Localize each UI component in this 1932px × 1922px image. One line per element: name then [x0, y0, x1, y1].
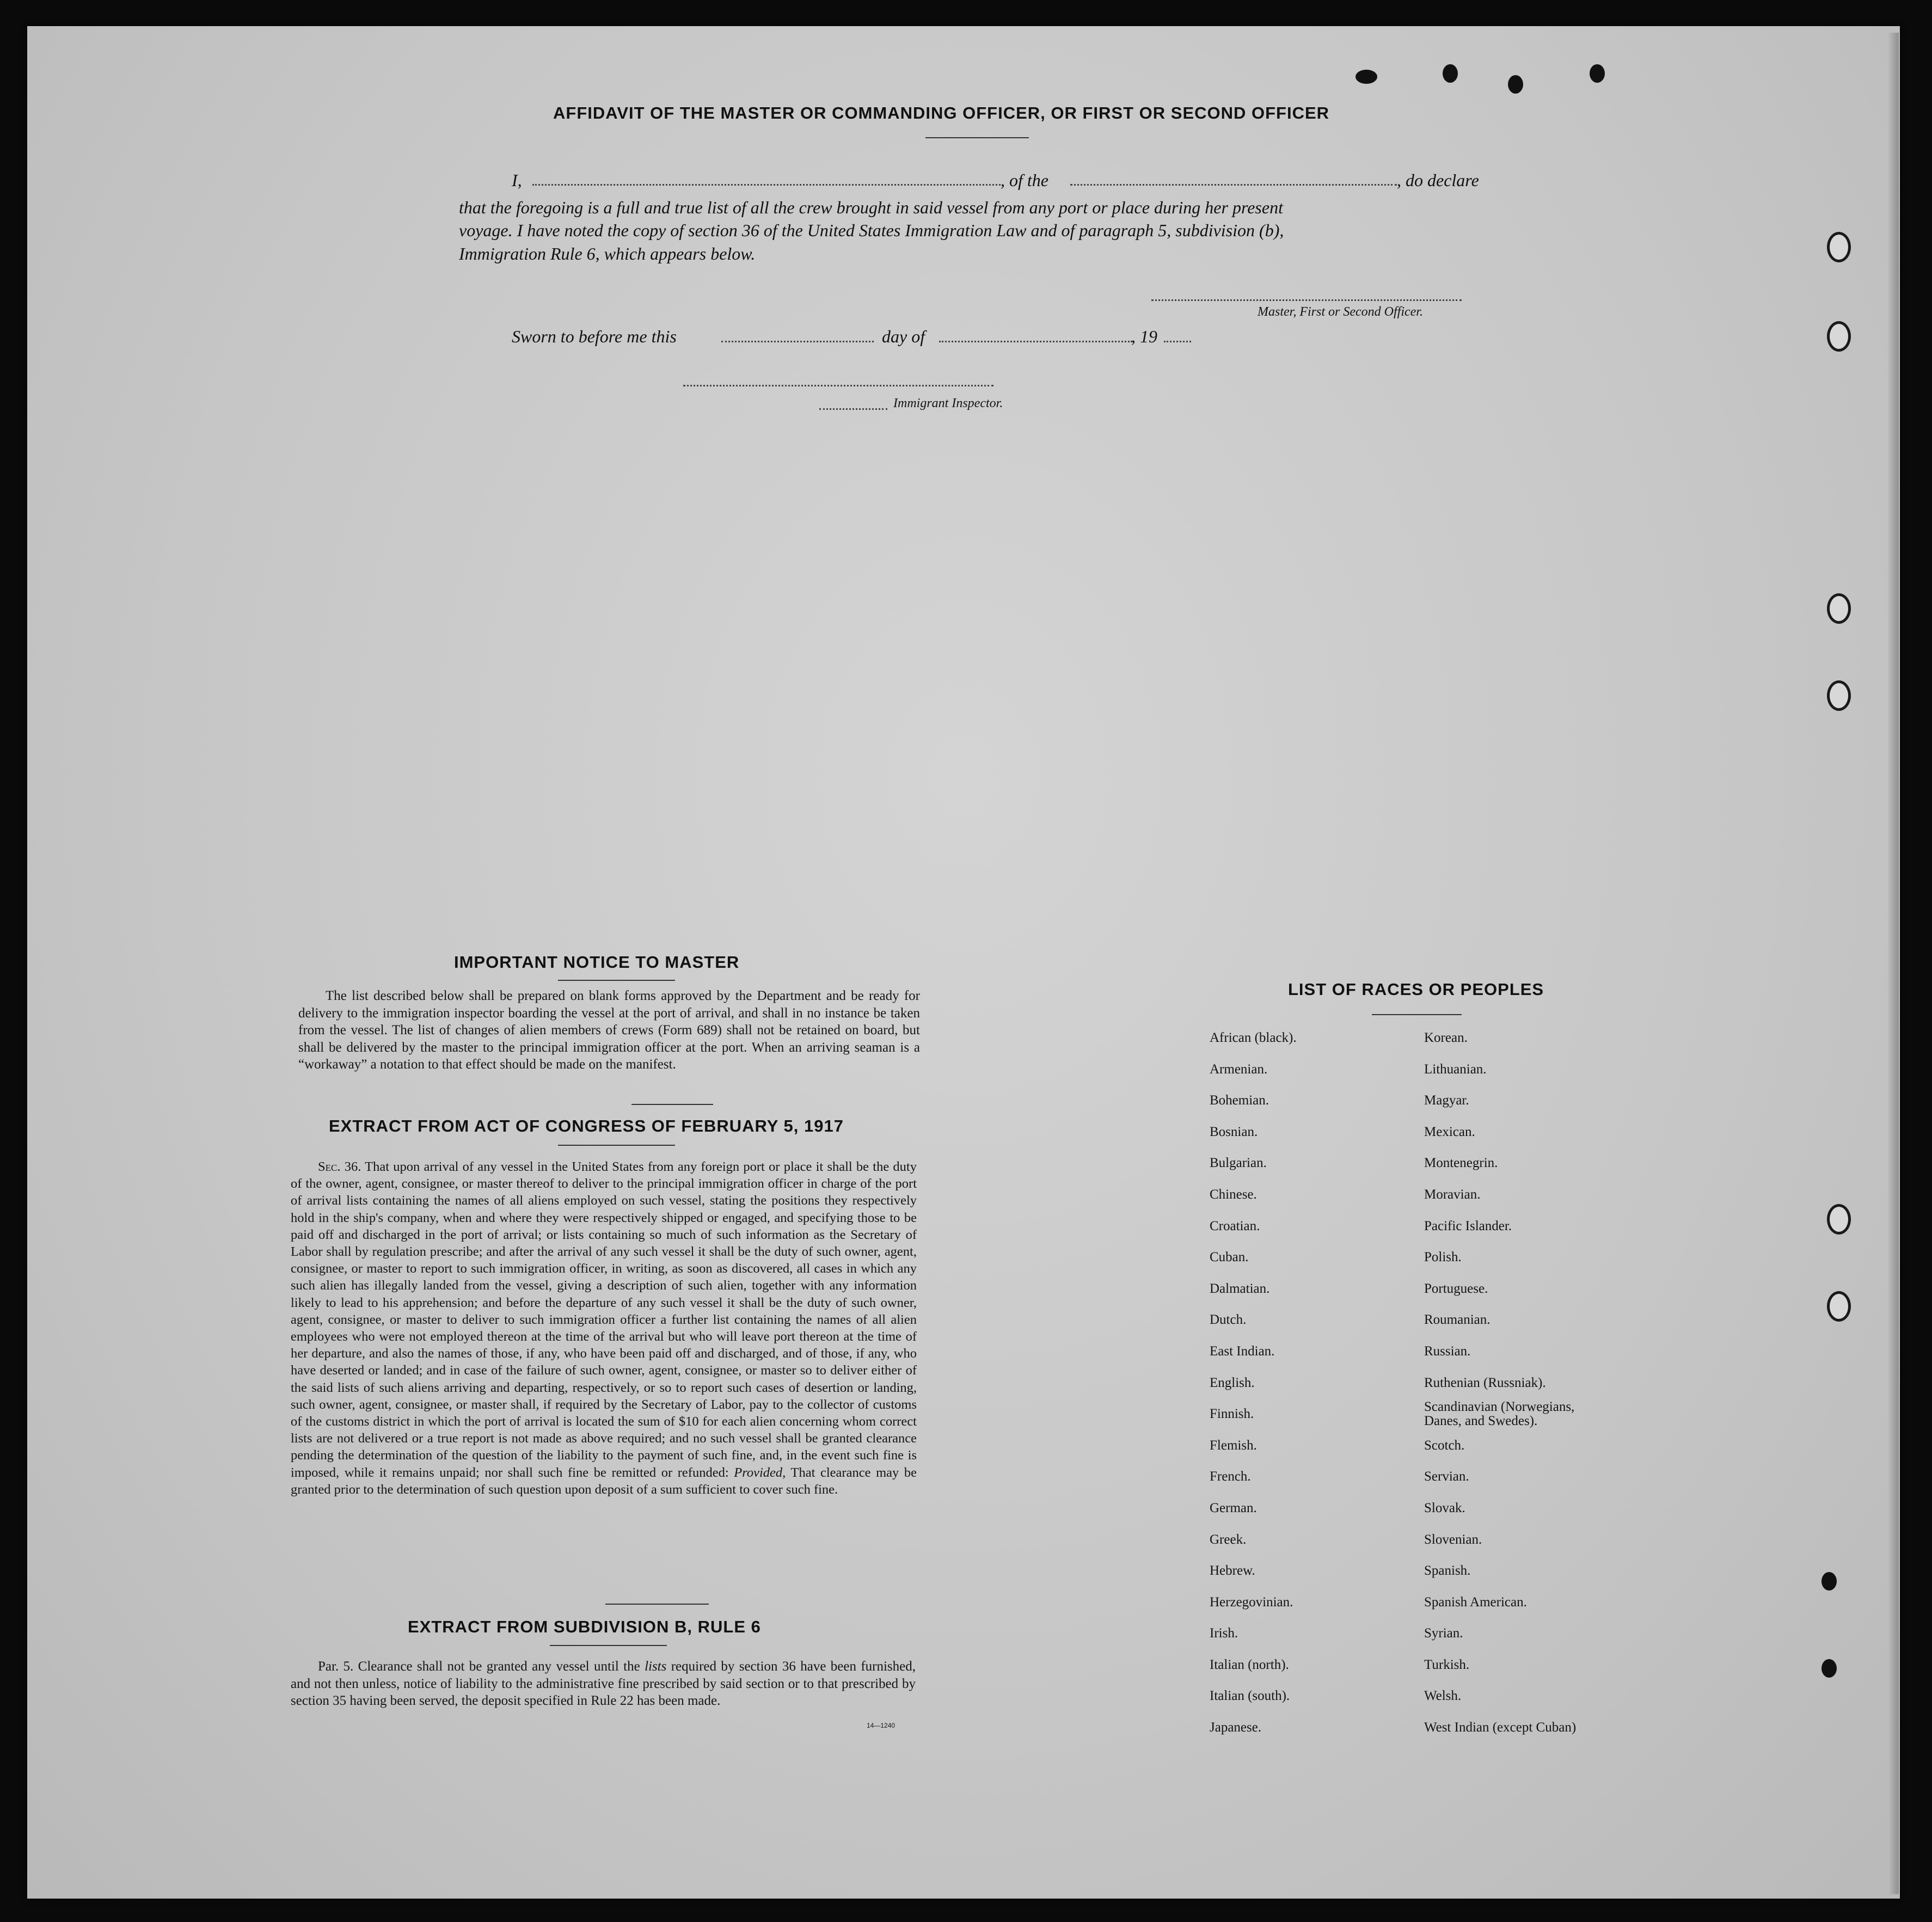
- races-list-right: [1424, 1030, 1609, 1752]
- punch-hole-right-5: [1827, 1204, 1851, 1235]
- punch-hole-top-3: [1590, 64, 1605, 83]
- race-item: Scotch.: [1424, 1438, 1465, 1453]
- act-end-rule: [605, 1604, 709, 1605]
- sworn-label: Sworn to before me this: [512, 327, 677, 346]
- punch-hole-top-1: [1443, 64, 1458, 83]
- race-item: Chinese.: [1210, 1187, 1257, 1202]
- race-item: Montenegrin.: [1424, 1156, 1498, 1171]
- inspector-signature-field[interactable]: [683, 385, 993, 386]
- form-number: 14—1240: [867, 1722, 896, 1729]
- races-title-rule: [1372, 1014, 1462, 1015]
- race-item: Mexican.: [1424, 1124, 1475, 1139]
- race-item: Herzegovinian.: [1210, 1594, 1293, 1610]
- race-item: Irish.: [1210, 1626, 1238, 1641]
- race-item: Finnish.: [1210, 1407, 1254, 1422]
- race-item: Turkish.: [1424, 1657, 1470, 1672]
- affidavit-line-4: Immigration Rule 6, which appears below.: [459, 244, 756, 263]
- act-section-36-paragraph: [291, 1158, 917, 1498]
- punch-hole-top-4: [1356, 70, 1377, 84]
- rule-paragraph: [291, 1658, 916, 1710]
- sworn-year-field[interactable]: [1164, 341, 1191, 342]
- race-item: Japanese.: [1210, 1720, 1262, 1735]
- inspector-signature-label: Immigrant Inspector.: [893, 396, 1003, 410]
- race-item: Polish.: [1424, 1250, 1462, 1265]
- document-page: [27, 26, 1900, 1899]
- race-item: French.: [1210, 1469, 1251, 1484]
- race-item: Cuban.: [1210, 1250, 1249, 1265]
- punch-hole-right-7: [1821, 1572, 1837, 1591]
- race-item: Spanish.: [1424, 1563, 1471, 1579]
- rule-extract-title: EXTRACT FROM SUBDIVISION B, RULE 6: [408, 1617, 761, 1636]
- day-of-label: day of: [882, 327, 925, 346]
- race-item: Korean.: [1424, 1030, 1468, 1045]
- race-item: Flemish.: [1210, 1438, 1257, 1453]
- punch-hole-right-8: [1821, 1659, 1837, 1678]
- affidavit-of-the-label: , of the: [1001, 170, 1048, 190]
- rule-extract-title-rule: [550, 1645, 667, 1646]
- year-label: , 19: [1131, 327, 1157, 346]
- race-item: Lithuanian.: [1424, 1061, 1487, 1077]
- race-item: German.: [1210, 1500, 1257, 1515]
- notice-end-rule: [631, 1104, 713, 1105]
- race-item: Italian (south).: [1210, 1688, 1290, 1704]
- race-item: East Indian.: [1210, 1343, 1275, 1359]
- race-item: Bulgarian.: [1210, 1156, 1267, 1171]
- race-item: English.: [1210, 1375, 1255, 1390]
- race-item: Russian.: [1424, 1343, 1471, 1359]
- race-item: Bohemian.: [1210, 1093, 1269, 1108]
- affidavit-declare-label: , do declare: [1397, 170, 1479, 190]
- race-item: Slovak.: [1424, 1500, 1465, 1515]
- master-signature-field[interactable]: [1151, 299, 1462, 301]
- affidavit-i-label: I,: [512, 170, 522, 190]
- race-item: Ruthenian (Russniak).: [1424, 1375, 1546, 1390]
- race-item: Roumanian.: [1424, 1312, 1491, 1328]
- notice-paragraph: The list described below shall be prepared on blank forms approved by the Department and be ready for delivery to the immigration inspector boarding the vessel at the port of arrival, and shall in no instance be taken from the vessel. The list of changes of alien members of crews (Form 689) shall not be retained on board, but shall be delivered by the master to the principal immigration officer at the port. When an arriving seaman is a “workaway” a notation to that effect should be made on the manifest.: [298, 988, 920, 1072]
- rule-text-after: required by section 36 have been furnished, and not then unless, notice of liability to the administrative fine prescribed by said section or to that prescribed by section 35 having been served, the deposit specified in Rule 22 has been made.: [291, 1659, 916, 1708]
- act-extract-title: EXTRACT FROM ACT OF CONGRESS OF FEBRUARY 5, 1917: [329, 1116, 844, 1135]
- punch-hole-right-1: [1827, 232, 1851, 262]
- race-item: Spanish American.: [1424, 1594, 1527, 1610]
- race-item: Armenian.: [1210, 1061, 1268, 1077]
- races-title: LIST OF RACES OR PEOPLES: [1288, 980, 1544, 999]
- section-36-text: That upon arrival of any vessel in the United States from any foreign port or place it shall be the duty of the owner, agent, consignee, or master thereof to deliver to the principal immigration officer in charge of the port of arrival lists containing the names of all aliens employed on such vessel, stating the positions they respectively hold in the ship's company, when and where they were respectively shipped or engaged, and specifying those to be paid off and discharged in the port of arrival; or lists containing so much of such information as the Secretary of Labor shall by regulation prescribe; and after the arrival of any such vessel it shall be the duty of such owner, agent, consignee, or master to report to such immigration officer, in writing, as soon as discovered, all cases in which any such alien has illegally landed from the vessel, giving a description of such alien, together with any information likely to lead to his apprehension; and before the departure of any such vessel it shall be the duty of such owner, agent, consignee, or master to deliver to such immigration officer a further list containing the names of all alien employees who were not employed thereon at the time of the arrival but who will leave port thereon at the time of her departure, and also the names of those, if any, who have been paid off and discharged, and of those, if any, who have deserted or landed; and in case of the failure of such owner, agent, consignee, or master so to deliver either of the said lists of such aliens arriving and departing, respectively, or so to report such cases of desertion or landing, such owner, agent, consignee, or master shall, if required by the Secretary of Labor, pay to the collector of customs of the customs district in which the port of arrival is located the sum of $10 for each alien concerning whom correct lists are not delivered or a true report is not made as above required; and no such vessel shall be granted clearance pending the determination of the question of the liability to the payment of such fine, and, in the event such fine is imposed, while it remains unpaid; nor shall such fine be remitted or refunded:: [291, 1159, 917, 1480]
- race-item: Hebrew.: [1210, 1563, 1255, 1579]
- race-item: Welsh.: [1424, 1688, 1462, 1704]
- punch-hole-top-2: [1508, 75, 1523, 94]
- race-item: Slovenian.: [1424, 1532, 1482, 1547]
- notice-title: IMPORTANT NOTICE TO MASTER: [454, 953, 740, 972]
- punch-hole-right-4: [1827, 680, 1851, 711]
- race-item: Moravian.: [1424, 1187, 1481, 1202]
- race-item: Croatian.: [1210, 1218, 1260, 1233]
- section-label: Sec. 36.: [318, 1159, 361, 1174]
- race-item: Magyar.: [1424, 1093, 1469, 1108]
- race-item: Servian.: [1424, 1469, 1469, 1484]
- affiant-name-field[interactable]: [532, 184, 1001, 186]
- punch-hole-right-2: [1827, 321, 1851, 352]
- race-item: Greek.: [1210, 1532, 1247, 1547]
- rule-text-before: Par. 5. Clearance shall not be granted any vessel until the: [318, 1659, 640, 1674]
- notice-title-rule: [558, 980, 675, 981]
- race-item: Italian (north).: [1210, 1657, 1289, 1672]
- race-item: Syrian.: [1424, 1626, 1463, 1641]
- affidavit-line-2: that the foregoing is a full and true list of all the crew brought in said vessel from any port or place during her present: [459, 198, 1283, 217]
- act-extract-title-rule: [558, 1145, 675, 1146]
- sworn-day-field[interactable]: [721, 341, 874, 342]
- inspector-prefix-field[interactable]: [819, 408, 887, 410]
- race-item: Dutch.: [1210, 1312, 1247, 1328]
- affidavit-title: AFFIDAVIT OF THE MASTER OR COMMANDING OFFICER, OR FIRST OR SECOND OFFICER: [553, 103, 1330, 122]
- affidavit-title-rule: [925, 137, 1029, 138]
- punch-hole-right-3: [1827, 593, 1851, 624]
- master-signature-label: Master, First or Second Officer.: [1258, 305, 1423, 319]
- race-item: African (black).: [1210, 1030, 1297, 1045]
- lists-word: lists: [645, 1659, 667, 1674]
- affidavit-line-3: voyage. I have noted the copy of section 36 of the United States Immigration Law and of paragraph 5, subdivision (b),: [459, 220, 1284, 240]
- sworn-month-field[interactable]: [939, 341, 1132, 342]
- race-item: Scandinavian (Norwegians, Danes, and Swedes).: [1424, 1399, 1575, 1429]
- punch-hole-right-6: [1827, 1291, 1851, 1322]
- race-item: Pacific Islander.: [1424, 1218, 1512, 1233]
- race-item: Portuguese.: [1424, 1281, 1488, 1296]
- provided-text: That clearance may be granted prior to the determination of such question upon deposit of a sum sufficient to cover such fine.: [291, 1465, 917, 1497]
- race-item: Bosnian.: [1210, 1124, 1258, 1139]
- race-item: West Indian (except Cuban): [1424, 1720, 1577, 1735]
- vessel-name-field[interactable]: [1070, 184, 1397, 186]
- races-list-left: [1210, 1030, 1297, 1752]
- provided-label: Provided,: [734, 1465, 786, 1480]
- race-item: Dalmatian.: [1210, 1281, 1270, 1296]
- page-edge-shadow: [1888, 33, 1899, 1894]
